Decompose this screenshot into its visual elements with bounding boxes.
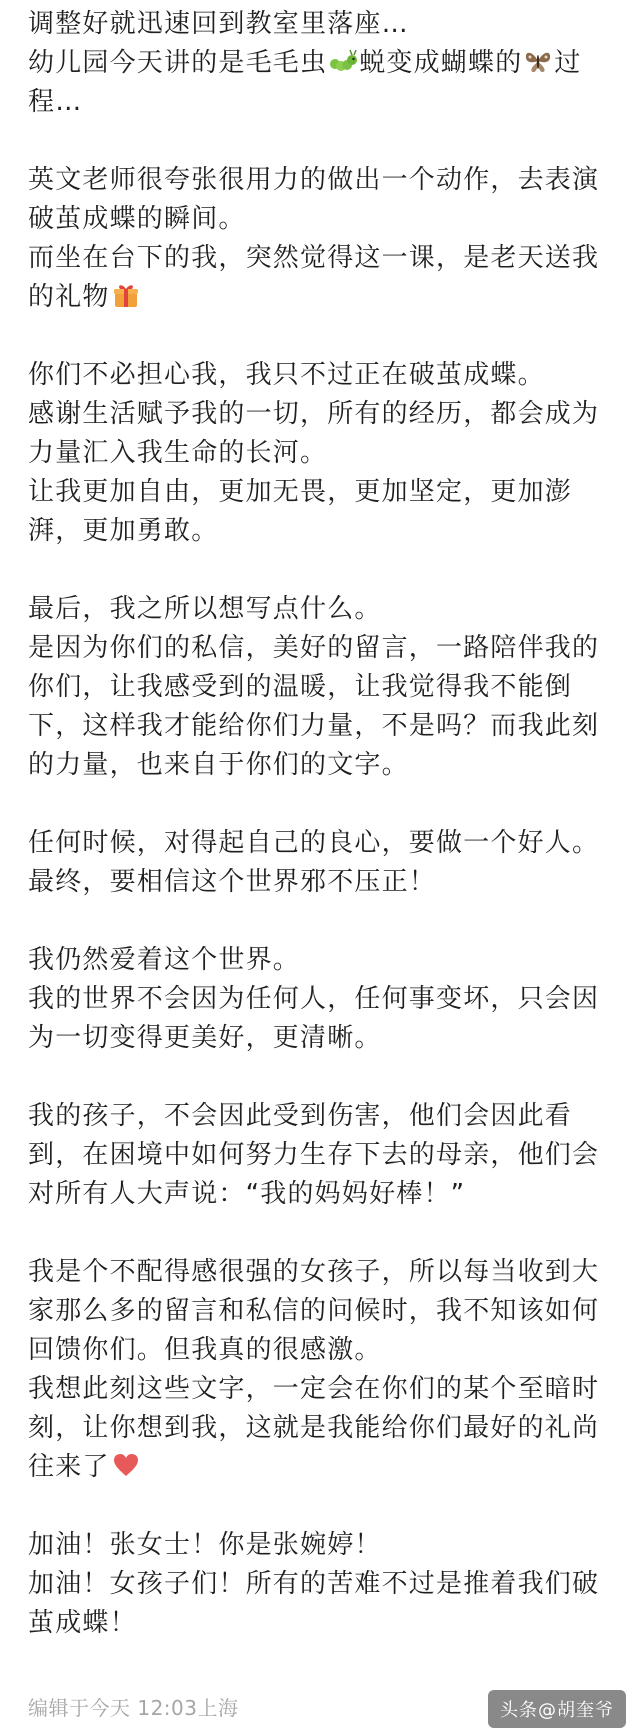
heart-emoji-icon [112, 1451, 140, 1479]
post-text-line: 对所有人大声说：“我的妈妈好棒！” [28, 1179, 466, 1209]
post-text-line: 让我更加自由，更加无畏，更加坚定，更加澎 [28, 477, 573, 507]
post-text-line: 力量汇入我生命的长河。 [28, 438, 328, 468]
paragraph-gap [28, 785, 628, 824]
post-text-line: 调整好就迅速回到教室里落座… [28, 9, 409, 39]
post-footer [28, 1688, 640, 1728]
paragraph-gap [28, 1214, 628, 1253]
paragraph-gap [28, 317, 628, 356]
post-text-line: 刻，让你想到我，这就是我能给你们最好的礼尚 [28, 1413, 600, 1443]
post-text-line: 我想此刻这些文字，一定会在你们的某个至暗时 [28, 1374, 600, 1404]
paragraph-gap [28, 902, 628, 941]
butterfly-emoji-icon [524, 47, 552, 75]
post-text-line: 湃，更加勇敢。 [28, 516, 219, 546]
post-text-line: 是因为你们的私信，美好的留言，一路陪伴我的 [28, 633, 600, 663]
paragraph-gap [28, 1058, 628, 1097]
post-text-line: 破茧成蝶的瞬间。 [28, 204, 246, 234]
post-text-line: 最终，要相信这个世界邪不压正！ [28, 867, 437, 897]
post-text-line: 为一切变得更美好，更清晰。 [28, 1023, 382, 1053]
post-text-line: 往来了 [28, 1448, 628, 1487]
paragraph-gap [28, 1487, 628, 1526]
paragraph-gap [28, 551, 628, 590]
post-text-line: 加油！张女士！你是张婉婷！ [28, 1530, 382, 1560]
post-body [28, 0, 628, 1643]
post-text-line: 我仍然爱着这个世界。 [28, 945, 301, 975]
caterpillar-emoji-icon [329, 47, 357, 75]
edit-timestamp: 编辑于今天 12:03上海 [28, 1696, 239, 1720]
post-text-line: 幼儿园今天讲的是毛毛虫 蜕变成蝴蝶的 过 [28, 48, 582, 78]
post-text-line: 我的孩子，不会因此受到伤害，他们会因此看 [28, 1101, 573, 1131]
post-text-line: 你们，让我感受到的温暖，让我觉得我不能倒 [28, 672, 573, 702]
gift-emoji-icon [112, 281, 140, 309]
post-text-line: 的力量，也来自于你们的文字。 [28, 750, 409, 780]
post-text-line: 我的世界不会因为任何人，任何事变坏，只会因 [28, 984, 600, 1014]
post-text-line: 下，这样我才能给你们力量，不是吗？而我此刻 [28, 711, 600, 741]
post-text-line: 茧成蝶！ [28, 1608, 137, 1638]
post-text-line: 最后，我之所以想写点什么。 [28, 594, 382, 624]
post-text-line: 英文老师很夸张很用力的做出一个动作，去表演 [28, 165, 600, 195]
post-text-line: 我是个不配得感很强的女孩子，所以每当收到大 [28, 1257, 600, 1287]
post-text-line: 家那么多的留言和私信的问候时，我不知该如何 [28, 1296, 600, 1326]
post-text-line: 的礼物 [28, 278, 628, 317]
post-text-line: 加油！女孩子们！所有的苦难不过是推着我们破 [28, 1569, 600, 1599]
post-text-line: 你们不必担心我，我只不过正在破茧成蝶。 [28, 360, 545, 390]
post-text-line: 任何时候，对得起自己的良心，要做一个好人。 [28, 828, 600, 858]
post-text-line: 程… [28, 87, 83, 117]
source-watermark: 头条@胡奎爷 [488, 1690, 626, 1728]
post-text-line: 回馈你们。但我真的很感激。 [28, 1335, 382, 1365]
post-text-line: 到，在困境中如何努力生存下去的母亲，他们会 [28, 1140, 600, 1170]
post-text-line: 感谢生活赋予我的一切，所有的经历，都会成为 [28, 399, 600, 429]
post-text-line: 而坐在台下的我，突然觉得这一课，是老天送我 [28, 243, 600, 273]
paragraph-gap [28, 122, 628, 161]
